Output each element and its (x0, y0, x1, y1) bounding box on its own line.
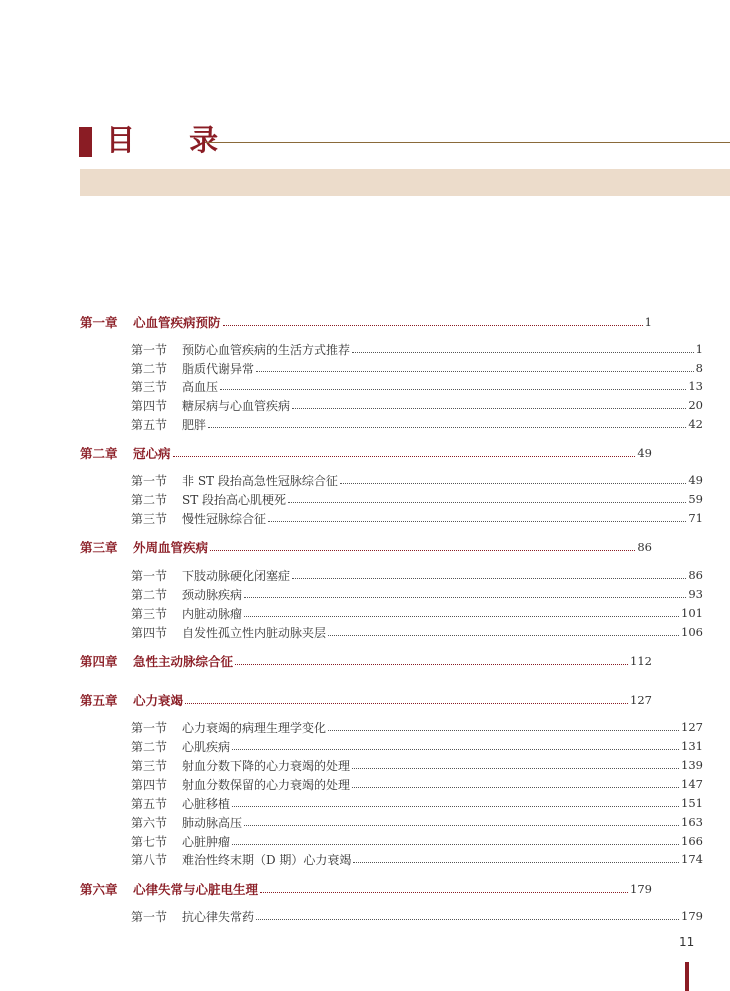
toc-section-entry[interactable] (80, 377, 703, 395)
page-ref: 86 (637, 540, 652, 554)
page-title: 目 录 (106, 123, 241, 157)
page-ref: 42 (688, 417, 703, 431)
page-ref: 179 (681, 909, 703, 923)
chapter-number: 第三章 (80, 540, 118, 555)
dot-leader (340, 482, 687, 484)
section-number: 第三节 (131, 758, 168, 773)
toc-section-entry[interactable] (80, 340, 703, 358)
section-title: 糖尿病与心血管疾病 (182, 398, 291, 413)
title-accent-bar (79, 127, 92, 157)
toc-chapter-entry[interactable] (80, 313, 652, 331)
section-title: 下肢动脉硬化闭塞症 (182, 568, 291, 583)
section-number: 第三节 (131, 606, 168, 621)
page-ref: 71 (688, 511, 703, 525)
page-ref: 13 (688, 379, 703, 393)
dot-leader (220, 388, 686, 390)
toc-section-entry[interactable] (80, 415, 703, 433)
section-number: 第七节 (131, 834, 168, 849)
dot-leader (268, 520, 686, 522)
section-number: 第一节 (131, 568, 168, 583)
chapter-number: 第五章 (80, 693, 118, 708)
dot-leader (232, 843, 679, 845)
section-title: 脂质代谢异常 (182, 361, 255, 376)
section-title: 心肌疾病 (182, 739, 231, 754)
toc-section-entry[interactable] (80, 604, 703, 622)
dot-leader (288, 501, 686, 503)
toc-section-entry[interactable] (80, 359, 703, 377)
toc-section-entry[interactable] (80, 471, 703, 489)
toc-section-entry[interactable] (80, 737, 703, 755)
section-title: 非 ST 段抬高急性冠脉综合征 (182, 473, 338, 488)
section-title: 自发性孤立性内脏动脉夹层 (182, 625, 327, 640)
dot-leader (185, 702, 628, 704)
page-ref: 163 (681, 815, 703, 829)
page-ref: 139 (681, 758, 703, 772)
dot-leader (256, 918, 679, 920)
dot-leader (352, 786, 679, 788)
chapter-title: 心力衰竭 (133, 693, 184, 708)
page-number: 11 (679, 935, 695, 949)
dot-leader (173, 455, 636, 457)
toc-section-entry[interactable] (80, 832, 703, 850)
page-ref: 151 (681, 796, 703, 810)
chapter-title: 急性主动脉综合征 (133, 654, 234, 669)
page-ref: 174 (681, 852, 703, 866)
dot-leader (210, 549, 635, 551)
page-ref: 8 (695, 361, 703, 375)
page-ref: 59 (688, 492, 703, 506)
section-number: 第四节 (131, 625, 168, 640)
section-title: 心脏肿瘤 (182, 834, 231, 849)
page-ref: 106 (681, 625, 703, 639)
section-title: 射血分数下降的心力衰竭的处理 (182, 758, 351, 773)
section-number: 第一节 (131, 909, 168, 924)
dot-leader (260, 891, 628, 893)
section-title: 内脏动脉瘤 (182, 606, 243, 621)
section-title: 心力衰竭的病理生理学变化 (182, 720, 327, 735)
toc-section-entry[interactable] (80, 623, 703, 641)
page-ref: 101 (681, 606, 703, 620)
section-number: 第五节 (131, 417, 168, 432)
dot-leader (244, 824, 679, 826)
chapter-title: 外周血管疾病 (133, 540, 209, 555)
toc-section-entry[interactable] (80, 490, 703, 508)
page-ref: 127 (681, 720, 703, 734)
section-number: 第四节 (131, 777, 168, 792)
chapter-title: 冠心病 (133, 446, 171, 461)
title-rule (205, 142, 730, 143)
chapter-title: 心律失常与心脏电生理 (133, 882, 259, 897)
section-title: 心脏移植 (182, 796, 231, 811)
section-title: 颈动脉疾病 (182, 587, 243, 602)
page-ref: 147 (681, 777, 703, 791)
section-title: ST 段抬高心肌梗死 (182, 492, 287, 507)
chapter-title: 心血管疾病预防 (133, 315, 221, 330)
section-number: 第一节 (131, 342, 168, 357)
dot-leader (256, 370, 694, 372)
dot-leader (328, 634, 679, 636)
toc-section-entry[interactable] (80, 396, 703, 414)
toc-section-entry[interactable] (80, 775, 703, 793)
toc-chapter-entry[interactable] (80, 691, 652, 709)
dot-leader (292, 577, 686, 579)
toc-section-entry[interactable] (80, 756, 703, 774)
dot-leader (235, 663, 628, 665)
chapter-number: 第一章 (80, 315, 118, 330)
section-title: 抗心律失常药 (182, 909, 255, 924)
page-ref: 127 (630, 693, 652, 707)
toc-chapter-entry[interactable] (80, 538, 652, 556)
section-number: 第六节 (131, 815, 168, 830)
dot-leader (353, 861, 679, 863)
toc-section-entry[interactable] (80, 566, 703, 584)
toc-section-entry[interactable] (80, 850, 703, 868)
section-number: 第二节 (131, 739, 168, 754)
page-ref: 86 (688, 568, 703, 582)
section-title: 肺动脉高压 (182, 815, 243, 830)
section-number: 第一节 (131, 720, 168, 735)
toc-chapter-entry[interactable] (80, 444, 652, 462)
page-ref: 179 (630, 882, 652, 896)
section-number: 第四节 (131, 398, 168, 413)
page-ref: 131 (681, 739, 703, 753)
section-title: 慢性冠脉综合征 (182, 511, 267, 526)
header-band (80, 169, 730, 196)
dot-leader (208, 426, 686, 428)
section-number: 第一节 (131, 473, 168, 488)
chapter-number: 第四章 (80, 654, 118, 669)
dot-leader (352, 351, 694, 353)
dot-leader (352, 767, 679, 769)
page-ref: 49 (688, 473, 703, 487)
section-number: 第五节 (131, 796, 168, 811)
dot-leader (244, 596, 686, 598)
toc-section-entry[interactable] (80, 509, 703, 527)
section-title: 高血压 (182, 379, 219, 394)
page-ref: 1 (695, 342, 703, 356)
toc-section-entry[interactable] (80, 585, 703, 603)
page-ref: 166 (681, 834, 703, 848)
dot-leader (328, 729, 679, 731)
section-title: 射血分数保留的心力衰竭的处理 (182, 777, 351, 792)
page-ref: 112 (630, 654, 652, 668)
dot-leader (223, 324, 643, 326)
section-number: 第二节 (131, 587, 168, 602)
toc-chapter-entry[interactable] (80, 652, 652, 670)
section-title: 肥胖 (182, 417, 207, 432)
section-number: 第二节 (131, 361, 168, 376)
toc-section-entry[interactable] (80, 907, 703, 925)
section-number: 第二节 (131, 492, 168, 507)
corner-accent-bar (685, 962, 689, 991)
page-ref: 20 (688, 398, 703, 412)
toc-section-entry[interactable] (80, 794, 703, 812)
dot-leader (232, 748, 679, 750)
section-title: 难治性终末期（D 期）心力衰竭 (182, 852, 352, 867)
dot-leader (244, 615, 679, 617)
dot-leader (292, 407, 686, 409)
page-ref: 93 (688, 587, 703, 601)
toc-chapter-entry[interactable] (80, 880, 652, 898)
page-ref: 1 (644, 315, 652, 329)
toc-section-entry[interactable] (80, 718, 703, 736)
toc-section-entry[interactable] (80, 813, 703, 831)
dot-leader (232, 805, 679, 807)
chapter-number: 第二章 (80, 446, 118, 461)
chapter-number: 第六章 (80, 882, 118, 897)
section-number: 第八节 (131, 852, 168, 867)
page-ref: 49 (637, 446, 652, 460)
section-number: 第三节 (131, 379, 168, 394)
section-number: 第三节 (131, 511, 168, 526)
section-title: 预防心血管疾病的生活方式推荐 (182, 342, 351, 357)
